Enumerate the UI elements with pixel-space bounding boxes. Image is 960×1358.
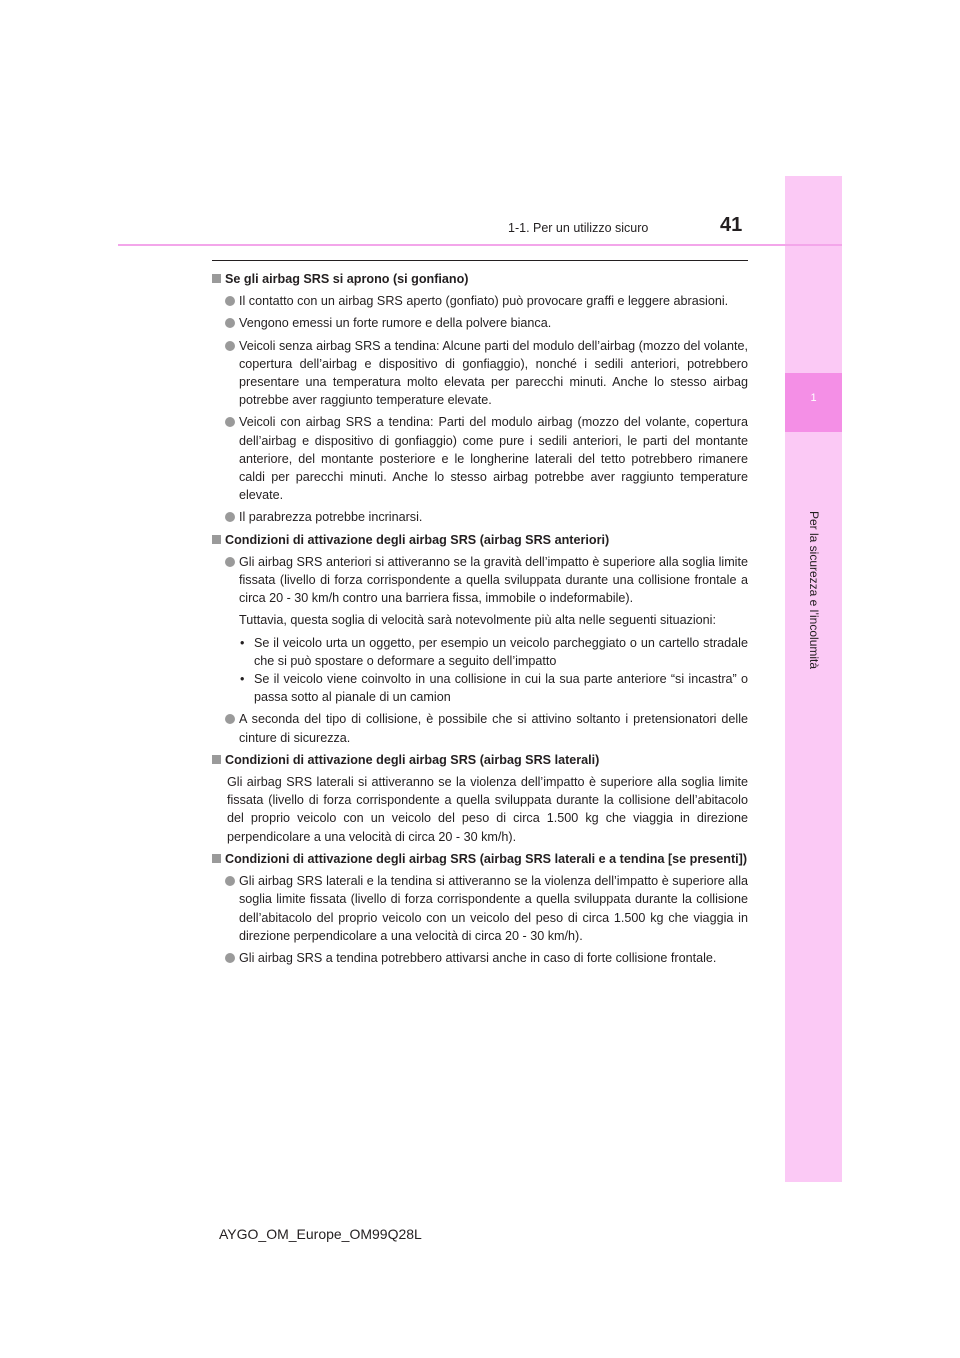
section-heading: Condizioni di attivazione degli airbag SRS (airbag SRS laterali): [212, 751, 748, 769]
bullet-item: A seconda del tipo di collisione, è possibile che si attivino soltanto i pretensionatori delle cinture di sicurezza.: [213, 710, 748, 746]
section-front-airbag-conditions: [212, 531, 748, 747]
chapter-title: Per la sicurezza e l’incolumità: [807, 510, 821, 670]
section-heading: Condizioni di attivazione degli airbag SRS (airbag SRS laterali e a tendina [se presenti]): [212, 850, 748, 868]
bullet-item: Veicoli con airbag SRS a tendina: Parti del modulo airbag (mozzo del volante, copertura dell’airbag e dispositivo di gonfiaggio) come pure i sedili anteriori, le parti del montante anteriore, del montante posteriore e le longherine laterali del tetto potrebbero rimanere caldi per parecchi minuti. Anche lo stesso airbag potrebbe aver raggiunto temperature elevate.: [213, 413, 748, 504]
document-code: AYGO_OM_Europe_OM99Q28L: [219, 1226, 422, 1242]
page-number: 41: [720, 214, 743, 236]
bullet-item: Il parabrezza potrebbe incrinarsi.: [213, 508, 748, 526]
list-item: • Se il veicolo urta un oggetto, per esempio un veicolo parcheggiato o un cartello stradale che si può spostare o deformare a seguito dell’impatto: [239, 634, 748, 670]
bullet-item: Vengono emessi un forte rumore e della polvere bianca.: [213, 314, 748, 332]
list-item: • Se il veicolo viene coinvolto in una collisione in cui la sua parte anteriore “si incastra” o passa sotto al pianale di un camion: [239, 670, 748, 706]
bullet-item: Gli airbag SRS a tendina potrebbero attivarsi anche in caso di forte collisione frontale.: [213, 949, 748, 967]
header-divider: [118, 244, 842, 246]
section-heading: Se gli airbag SRS si aprono (si gonfiano): [212, 270, 748, 288]
section-title: 1-1. Per un utilizzo sicuro: [508, 221, 649, 235]
bullet-item: Gli airbag SRS laterali e la tendina si attiveranno se la violenza dell’impatto è superiore alla soglia limite fissata (livello di forza corrispondente a quella sviluppata durante la collisione dell’abitacolo del proprio veicolo con un veicolo del peso di circa 1.500 kg che viaggia in direzione perpendicolare a una velocità di circa 20 - 30 km/h).: [213, 872, 748, 945]
section-airbag-deploy: [212, 270, 748, 527]
content-rule: [212, 260, 748, 261]
bullet-item: Veicoli senza airbag SRS a tendina: Alcune parti del modulo dell’airbag (mozzo del volante, copertura dell’airbag e dispositivo di gonfiaggio), nonché i sedili anteriori, potrebbero presentare una temperatura molto elevata per parecchi minuti. Anche lo stesso airbag potrebbe aver raggiunto temperature elevate.: [213, 337, 748, 410]
chapter-side-tab: [785, 176, 842, 1182]
note-paragraph: Tuttavia, questa soglia di velocità sarà notevolmente più alta nelle seguenti situazioni:: [239, 613, 716, 628]
situation-list: [239, 634, 748, 707]
section-side-airbag-conditions: [212, 751, 748, 846]
body-paragraph: Gli airbag SRS laterali si attiveranno se la violenza dell’impatto è superiore alla soglia limite fissata (livello di forza corrispondente a quella sviluppata durante la collisione dell’abitacolo del proprio veicolo con un veicolo del peso di circa 1.500 kg che viaggia in direzione perpendicolare a una velocità di circa 20 - 30 km/h).: [227, 775, 748, 844]
bullet-item: Gli airbag SRS anteriori si attiveranno se la gravità dell’impatto è superiore alla soglia limite fissata (livello di forza corrispondente a quella sviluppata durante una collisione frontale a circa 20 - 30 km/h contro una barriera fissa, immobile o indeformabile).: [213, 553, 748, 608]
page-content: [212, 266, 748, 967]
chapter-number: 1: [810, 392, 817, 404]
bullet-item: Il contatto con un airbag SRS aperto (gonfiato) può provocare graffi e leggere abrasioni.: [213, 292, 748, 310]
section-side-curtain-airbag-conditions: [212, 850, 748, 967]
section-heading: Condizioni di attivazione degli airbag SRS (airbag SRS anteriori): [212, 531, 748, 549]
